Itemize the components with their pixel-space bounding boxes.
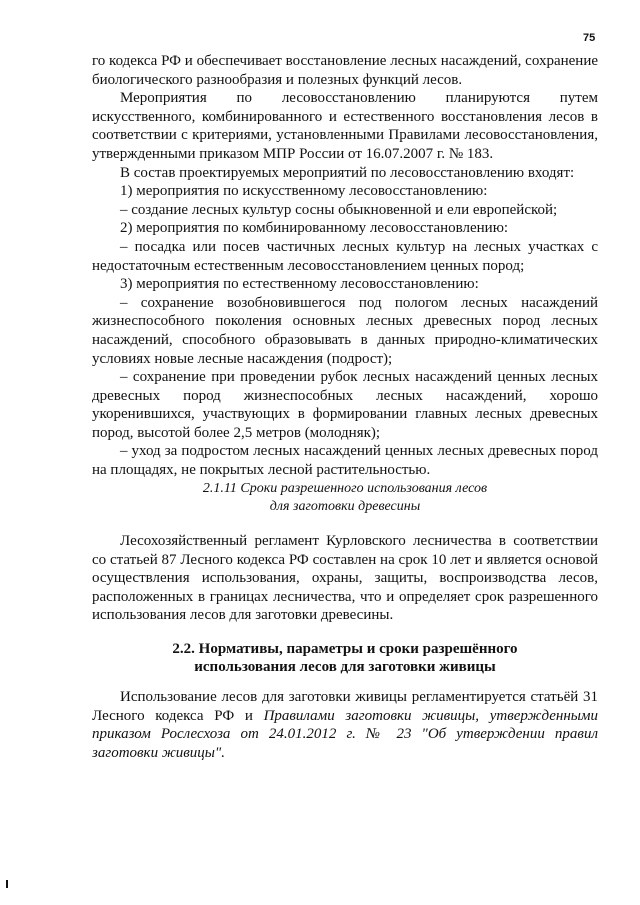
measures-text-block — [92, 52, 598, 480]
subsection-title — [92, 480, 598, 516]
paragraph — [92, 688, 598, 762]
paragraph: В состав проектируемых мероприятий по лесовосстановлению входят: — [120, 164, 575, 181]
subsection-title-line: для заготовки древесины — [269, 499, 421, 514]
list-heading: 3) мероприятия по естественному лесовосстановлению: — [120, 276, 479, 293]
list-item: – создание лесных культур сосны обыкновенной и ели европейской; — [120, 201, 558, 218]
page-number: 75 — [583, 32, 596, 44]
list-item: – уход за подростом лесных насаждений ценных лесных древесных пород на площадях, не покрытых лесной растительностью. — [92, 443, 598, 479]
term-text-block — [92, 532, 598, 625]
scan-edge-mark — [6, 880, 8, 888]
list-item: – посадка или посев частичных лесных культур на лесных участках с недостаточным естественным лесовосстановлением ценных пород; — [92, 238, 598, 274]
section-title — [92, 640, 598, 676]
paragraph: Мероприятия по лесовосстановлению планируются путем искусственного, комбинированного и естественного восстановления лесов в соответствии с критериями, установленными Правилами лесовосстановления, утвержденными приказом МПР России от 16.07.2007 г. № 183. — [92, 90, 598, 162]
list-heading: 1) мероприятия по искусственному лесовосстановлению: — [120, 183, 488, 200]
resin-text-block — [92, 688, 598, 762]
section-title-line: 2.2. Нормативы, параметры и сроки разрешённого — [172, 641, 518, 657]
rules-reference: Правилами заготовки живицы, утвержденными приказом Рослесхоза от 24.01.2012 г. № 23 "Об утверждении правил заготовки живицы". — [92, 707, 598, 761]
list-heading: 2) мероприятия по комбинированному лесовосстановлению: — [120, 220, 509, 237]
list-item: – сохранение возобновившегося под пологом лесных насаждений жизнеспособного поколения основных лесных древесных пород лесных насаждений, способного образовывать в данных природно-климатических условиях новые лесные насаждения (подрост); — [92, 294, 598, 367]
subsection-title-line: 2.1.11 Сроки разрешенного использования лесов — [202, 481, 488, 496]
list-item: – сохранение при проведении рубок лесных насаждений ценных лесных древесных пород жизнеспособных лесных насаждений, хорошо укоренившихся, участвующих в формировании главных лесных древесных пород, высотой более 2,5 метров (молодняк); — [92, 369, 598, 441]
paragraph-plain-text: Использование лесов для заготовки живицы регламентируется статьёй 31 Лесного кодекса РФ и — [92, 689, 598, 724]
paragraph: Лесохозяйственный регламент Курловского лесничества в соответствии со статьей 87 Лесного кодекса РФ составлен на срок 10 лет и является основой осуществления использования, охраны, защиты, воспроизводства лесов, расположенных в границах лесничества, что и определяет срок разрешенного использования лесов для заготовки древесины. — [92, 533, 598, 624]
section-title-line: использования лесов для заготовки живицы — [194, 659, 496, 675]
paragraph: го кодекса РФ и обеспечивает восстановление лесных насаждений, сохранение биологического разнообразия и полезных функций лесов. — [92, 53, 598, 88]
